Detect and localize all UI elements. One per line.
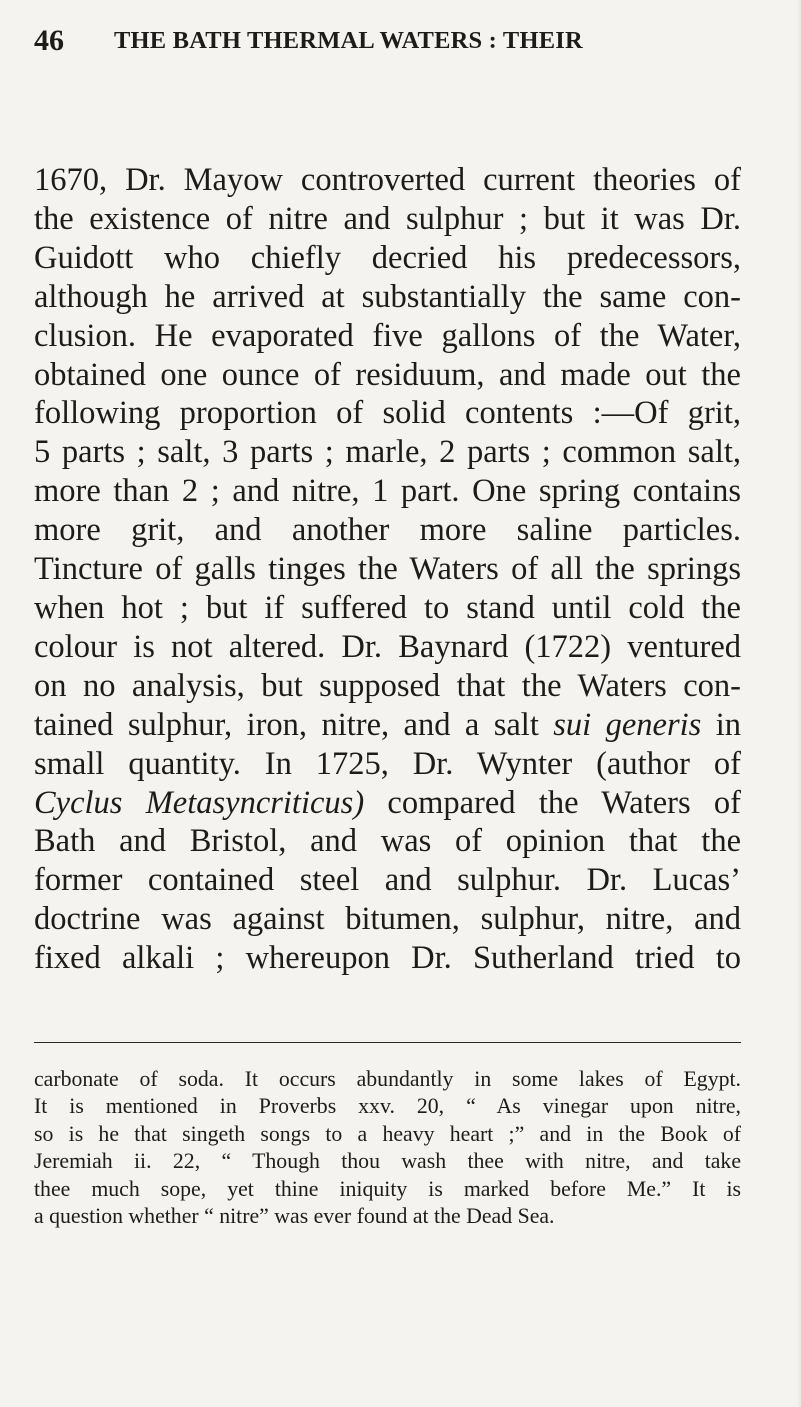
body-line: 5 parts ; salt, 3 parts ; marle, 2 parts ; common salt, bbox=[34, 434, 741, 471]
body-line: when hot ; but if suffered to stand until cold the bbox=[34, 589, 741, 626]
body-line: colour is not altered. Dr. Baynard (1722) ventured bbox=[34, 628, 741, 665]
body-paragraph bbox=[34, 161, 741, 978]
italic-term-sui-generis: sui generis bbox=[553, 706, 702, 743]
body-text-segment: tained sulphur, iron, nitre, and a salt bbox=[34, 706, 554, 743]
footnote-line: carbonate of soda. It occurs abundantly in some lakes of Egypt. bbox=[34, 1067, 741, 1091]
running-head: THE BATH THERMAL WATERS : THEIR bbox=[114, 27, 583, 54]
body-line: more grit, and another more saline particles. bbox=[34, 512, 741, 549]
body-line: 1670, Dr. Mayow controverted current theories of bbox=[34, 162, 741, 198]
footnote-line: thee much sope, yet thine iniquity is marked before Me.” It is bbox=[34, 1176, 741, 1201]
italic-title-cyclus-metasyncriticus: Cyclus Metasyncriticus) bbox=[34, 784, 365, 821]
body-line: more than 2 ; and nitre, 1 part. One spring contains bbox=[34, 473, 741, 510]
body-line: although he arrived at substantially the same con- bbox=[34, 278, 741, 315]
body-line: Guidott who chiefly decried his predecessors, bbox=[34, 239, 741, 276]
body-line: on no analysis, but supposed that the Waters con- bbox=[34, 667, 741, 704]
footnote-line: Jeremiah ii. 22, “ Though thou wash thee with nitre, and take bbox=[34, 1149, 741, 1174]
footnote-line: a question whether “ nitre” was ever found at the Dead Sea. bbox=[34, 1204, 555, 1229]
body-line: former contained steel and sulphur. Dr. Lucas’ bbox=[34, 862, 741, 899]
page-header bbox=[34, 21, 774, 61]
footnote bbox=[34, 1066, 741, 1230]
footnote-divider bbox=[34, 1042, 741, 1043]
body-text-segment: in bbox=[701, 706, 742, 743]
page-edge-shadow bbox=[797, 0, 801, 1407]
body-line: clusion. He evaporated five gallons of the Water, bbox=[34, 317, 741, 354]
body-line-cyclus bbox=[34, 784, 741, 823]
page-number: 46 bbox=[34, 24, 64, 57]
body-line: Bath and Bristol, and was of opinion that the bbox=[34, 823, 741, 860]
body-line: doctrine was against bitumen, sulphur, nitre, and bbox=[34, 901, 741, 938]
body-line: fixed alkali ; whereupon Dr. Sutherland tried to bbox=[34, 940, 741, 977]
body-line: Tincture of galls tinges the Waters of all the springs bbox=[34, 551, 741, 588]
footnote-line: so is he that singeth songs to a heavy heart ;” and in the Book of bbox=[34, 1121, 741, 1146]
body-line-sui-generis bbox=[34, 706, 741, 745]
body-line: small quantity. In 1725, Dr. Wynter (author of bbox=[34, 745, 741, 782]
footnote-line: It is mentioned in Proverbs xxv. 20, “ As vinegar upon nitre, bbox=[34, 1094, 741, 1119]
body-text-segment: compared the Waters of bbox=[364, 784, 741, 821]
body-line: following proportion of solid contents :—Of grit, bbox=[34, 395, 741, 432]
body-line: the existence of nitre and sulphur ; but it was Dr. bbox=[34, 200, 741, 237]
body-line: obtained one ounce of residuum, and made out the bbox=[34, 356, 741, 393]
